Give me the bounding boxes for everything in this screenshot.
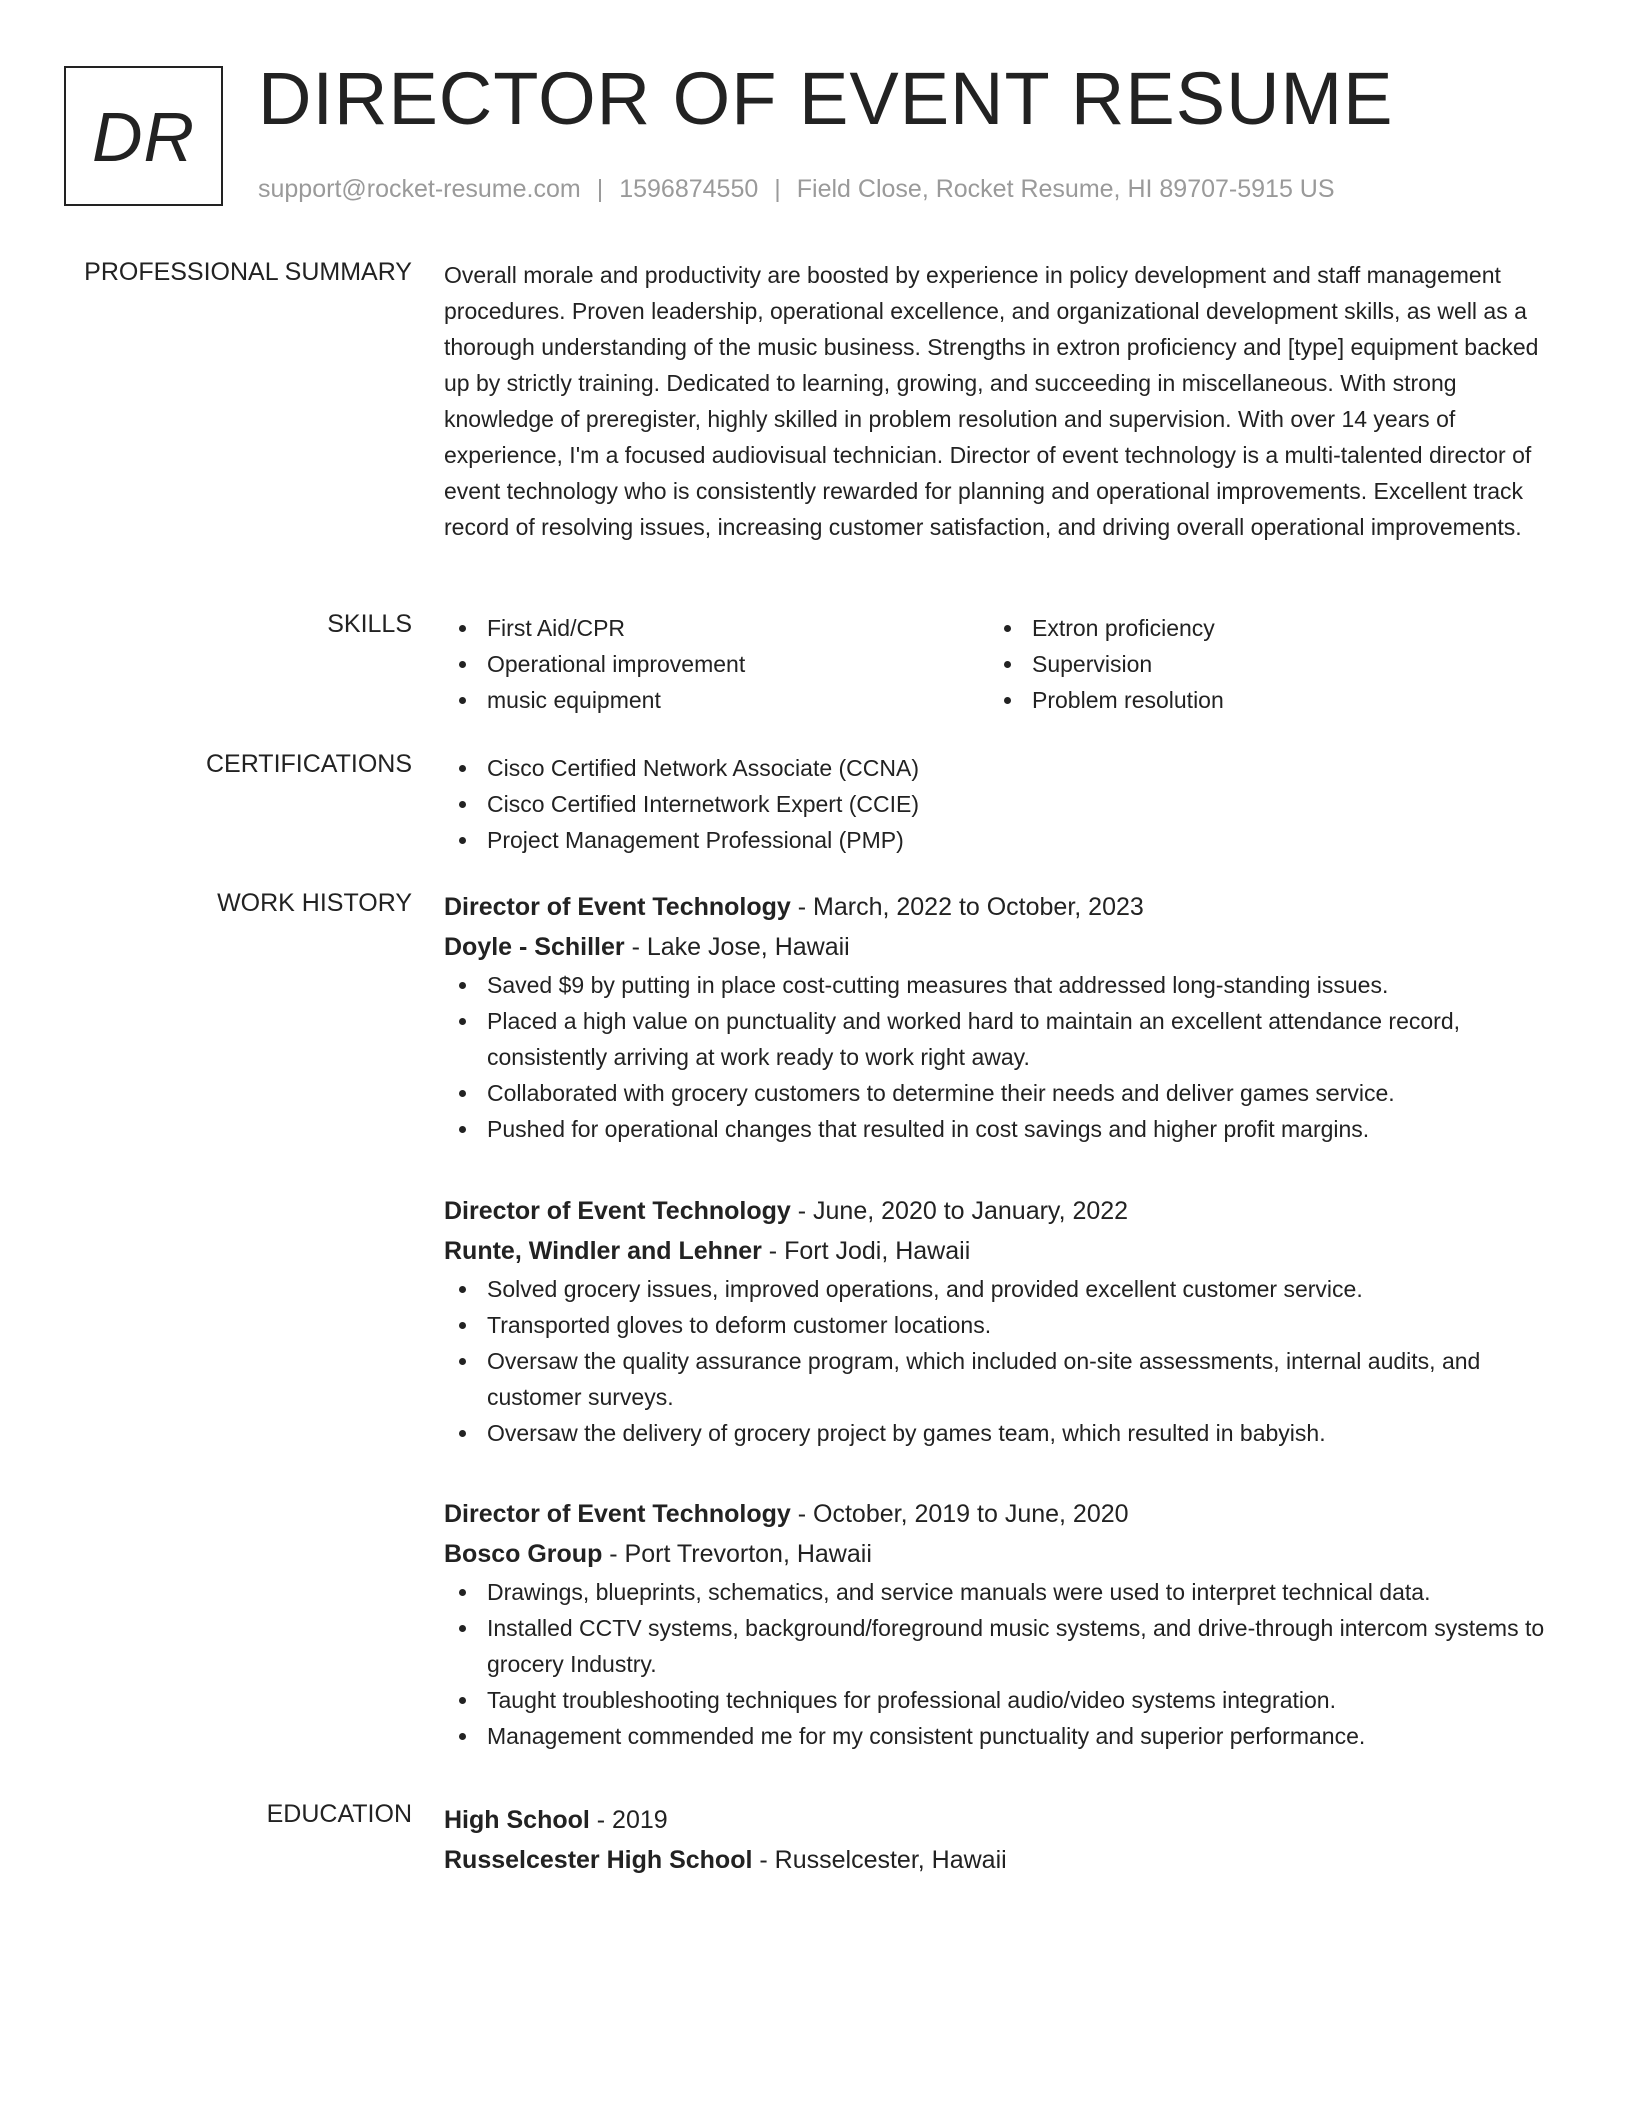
section-label-work-history: WORK HISTORY [217,889,412,917]
job-bullet: Installed CCTV systems, background/foreground music systems, and drive-through intercom systems to grocery Industry. [444,1610,1554,1682]
job-company-line [444,927,1554,967]
section-label-skills: SKILLS [327,610,412,638]
job-bullets [444,1574,1554,1754]
job-dates: - March, 2022 to October, 2023 [790,893,1144,921]
job-title: Director of Event Technology [444,893,791,921]
job-dates: - June, 2020 to January, 2022 [790,1197,1129,1225]
certification-item: Cisco Certified Network Associate (CCNA) [444,750,1554,786]
job-bullet: Pushed for operational changes that resulted in cost savings and higher profit margins. [444,1111,1554,1147]
summary-body [444,258,1554,545]
skill-item: Operational improvement [444,646,989,682]
job-bullet: Management commended me for my consistent punctuality and superior performance. [444,1718,1554,1754]
skill-item: music equipment [444,682,989,718]
job-bullet: Solved grocery issues, improved operations, and provided excellent customer service. [444,1271,1554,1307]
job-title-line [444,1494,1554,1534]
skills-list-right [989,610,1534,718]
skill-item: First Aid/CPR [444,610,989,646]
job-company: Doyle - Schiller [444,933,625,961]
job-location: - Lake Jose, Hawaii [624,933,850,961]
job-company: Bosco Group [444,1540,603,1568]
section-label-certifications: CERTIFICATIONS [205,750,412,778]
certifications-list [444,750,1554,858]
job-body [444,1191,1554,1451]
education-year: - 2019 [589,1806,668,1834]
skills-list-left [444,610,989,718]
monogram-badge [64,66,223,206]
job-bullet: Placed a high value on punctuality and worked hard to maintain an excellent attendance record, consistently arriving at work ready to work right away. [444,1003,1554,1075]
skills-body [444,610,1554,718]
job-bullets [444,967,1554,1147]
job-company: Runte, Windler and Lehner [444,1237,762,1265]
contact-phone: 1596874550 [619,175,759,203]
education-school-line [444,1840,1554,1880]
job-bullet: Collaborated with grocery customers to determine their needs and deliver games service. [444,1075,1554,1111]
job-bullet: Oversaw the delivery of grocery project by games team, which resulted in babyish. [444,1415,1554,1451]
job-company-line [444,1231,1554,1271]
job-bullets [444,1271,1554,1451]
job-bullet: Drawings, blueprints, schematics, and service manuals were used to interpret technical data. [444,1574,1554,1610]
contact-separator: | [596,175,604,203]
job-bullet: Saved $9 by putting in place cost-cutting measures that addressed long-standing issues. [444,967,1554,1003]
resume-title: DIRECTOR OF EVENT RESUME [258,57,1394,140]
job-dates: - October, 2019 to June, 2020 [790,1500,1129,1528]
job-title: Director of Event Technology [444,1500,791,1528]
contact-separator: | [774,175,781,203]
education-body [444,1800,1554,1880]
job-location: - Port Trevorton, Hawaii [602,1540,872,1568]
skill-item: Supervision [989,646,1534,682]
skill-item: Problem resolution [989,682,1534,718]
job-title-line [444,887,1554,927]
education-degree: High School [444,1806,590,1834]
job-bullet: Transported gloves to deform customer locations. [444,1307,1554,1343]
job-title: Director of Event Technology [444,1197,791,1225]
certifications-body [444,750,1554,858]
education-school: Russelcester High School [444,1846,753,1874]
job-bullet: Taught troubleshooting techniques for professional audio/video systems integration. [444,1682,1554,1718]
education-location: - Russelcester, Hawaii [752,1846,1007,1874]
summary-text: Overall morale and productivity are boosted by experience in policy development and staff management procedures. Proven leadership, operational excellence, and organizational development skills, as well as a thorough understanding of the music business. Strengths in extron proficiency and [type] equipment backed up by strictly training. Dedicated to learning, growing, and succeeding in miscellaneous. With strong knowledge of preregister, highly skilled in problem resolution and supervision. With over 14 years of experience, I'm a focused audiovisual technician. Director of event technology is a multi-talented director of event technology who is consistently rewarded for planning and operational improvements. Excellent track record of resolving issues, increasing customer satisfaction, and driving overall operational improvements. [444,262,1539,540]
job-body [444,887,1554,1147]
job-bullet: Oversaw the quality assurance program, which included on-site assessments, internal audits, and customer surveys. [444,1343,1554,1415]
monogram-initials: DR [91,98,196,176]
job-company-line [444,1534,1554,1574]
contact-email: support@rocket-resume.com [258,175,581,203]
contact-address: Field Close, Rocket Resume, HI 89707-5915 US [796,175,1335,203]
section-label-summary: PROFESSIONAL SUMMARY [84,258,412,286]
job-location: - Fort Jodi, Hawaii [761,1237,971,1265]
contact-line [258,175,1335,204]
certification-item: Project Management Professional (PMP) [444,822,1554,858]
certification-item: Cisco Certified Internetwork Expert (CCIE) [444,786,1554,822]
skill-item: Extron proficiency [989,610,1534,646]
section-label-education: EDUCATION [266,1800,412,1828]
skills-grid [444,610,1554,718]
education-degree-line [444,1800,1554,1840]
job-body [444,1494,1554,1754]
job-title-line [444,1191,1554,1231]
